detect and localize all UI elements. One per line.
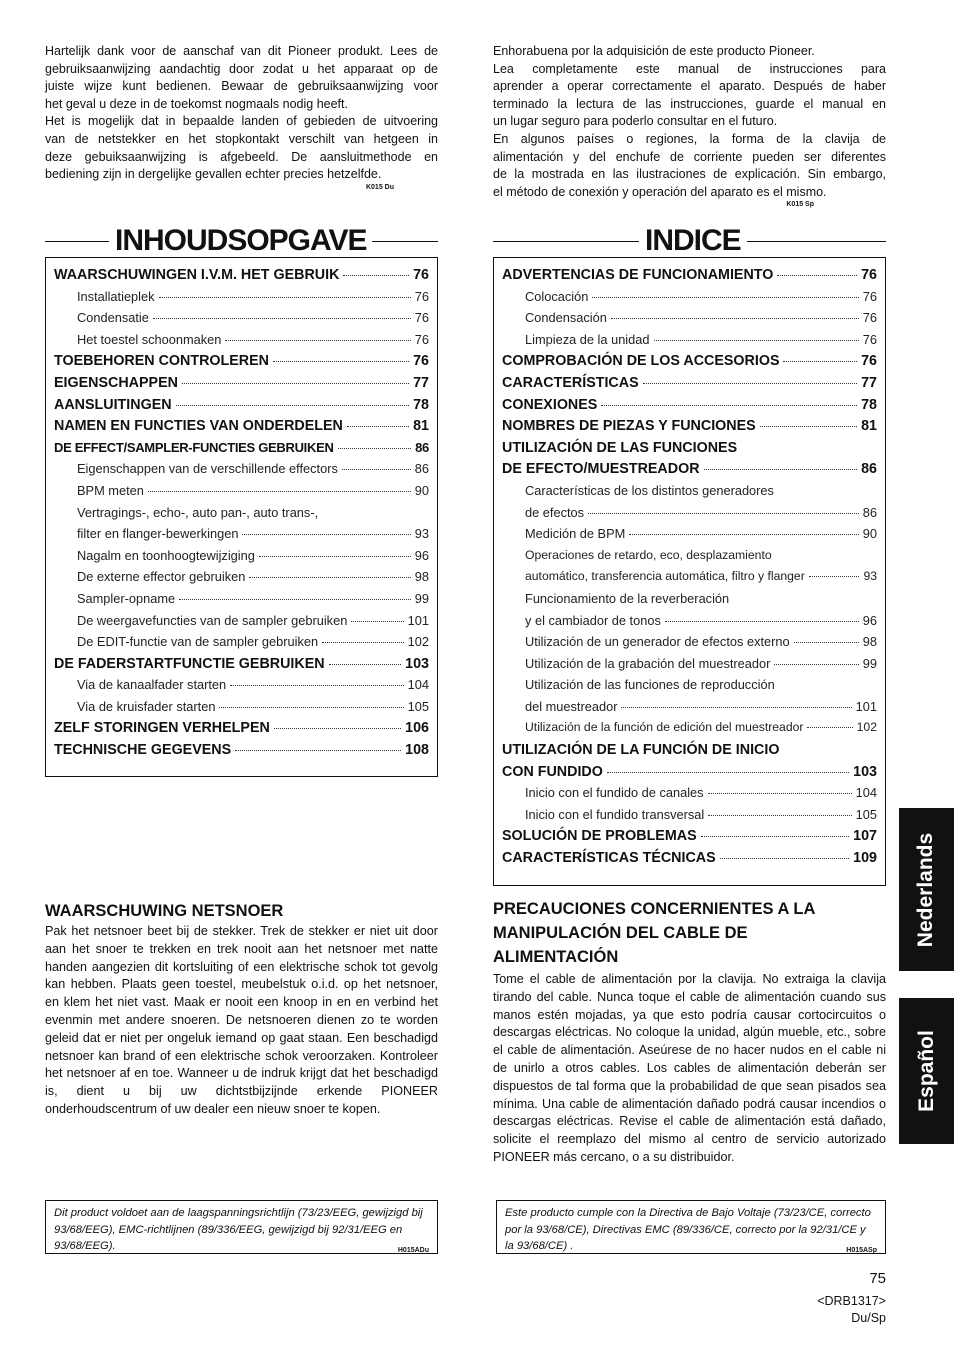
toc-entry-page: 81 — [861, 418, 877, 435]
toc-entry — [54, 656, 429, 678]
toc-leader-dots — [159, 297, 411, 298]
toc-leader-dots — [708, 793, 852, 794]
intro-nl — [45, 43, 438, 191]
toc-entry — [502, 548, 877, 570]
toc-leader-dots — [777, 275, 857, 276]
notice-nl — [45, 1200, 438, 1254]
text-line: En algunos países o regiones, la forma de la clavija de — [493, 131, 886, 146]
toc-entry-title: WAARSCHUWINGEN I.V.M. HET GEBRUIK — [54, 267, 340, 283]
toc-entry-title: CARACTERÍSTICAS — [502, 374, 639, 391]
toc-entry — [502, 289, 877, 311]
text-line: Enhorabuena por la adquisición de este producto Pioneer. — [493, 44, 815, 58]
intro-nl-text — [45, 43, 438, 184]
toc-entry-title: EIGENSCHAPPEN — [54, 374, 178, 391]
toc-entry-page: 76 — [414, 288, 429, 304]
toc-entry-title: Eigenschappen van de verschillende effectors — [77, 461, 338, 477]
toc-entry-title: Características de los distintos generadores — [525, 482, 774, 498]
toc-leader-dots — [148, 491, 411, 492]
toc-entry — [54, 310, 429, 332]
toc-entry-page: 81 — [413, 418, 429, 435]
toc-leader-dots — [242, 534, 410, 535]
toc-entry-page: 105 — [407, 698, 429, 714]
toc-entry — [502, 634, 877, 656]
toc-entry — [502, 850, 877, 872]
toc-entry — [502, 526, 877, 548]
toc-entry-title: Installatieplek — [77, 288, 155, 304]
toc-entry-title: Colocación — [525, 288, 589, 304]
toc-entry — [54, 569, 429, 591]
tab-espanol — [899, 998, 954, 1144]
text-line: Lea completamente este manual de instrucciones para — [493, 61, 886, 76]
toc-entry-title: Condensación — [525, 310, 607, 326]
toc-entry — [54, 742, 429, 764]
cord-heading-nl: WAARSCHUWING NETSNOER — [45, 902, 284, 920]
heading-line: ALIMENTACIÓN — [493, 948, 619, 966]
toc-entry-title: CONEXIONES — [502, 396, 598, 413]
toc-entry — [54, 375, 429, 397]
toc-entry-title: Inicio con el fundido de canales — [525, 785, 704, 801]
toc-entry-page: 102 — [856, 720, 877, 735]
toc-entry-page: 76 — [413, 267, 429, 283]
toc-leader-dots — [701, 836, 850, 837]
toc-entry-title: COMPROBACIÓN DE LOS ACCESORIOS — [502, 353, 780, 370]
toc-entry-page: 76 — [414, 310, 429, 326]
toc-entry-title: Funcionamiento de la reverberación — [525, 590, 730, 606]
toc-entry — [54, 720, 429, 742]
toc-entry-title: De EDIT-functie van de sampler gebruiken — [77, 634, 319, 650]
tab-espanol-label: Español — [914, 1030, 938, 1112]
toc-entry — [54, 289, 429, 311]
heading-line: PRECAUCIONES CONCERNIENTES A LA — [493, 900, 816, 918]
toc-leader-dots — [592, 297, 858, 298]
toc-entry — [54, 677, 429, 699]
toc-leader-dots — [809, 576, 860, 577]
toc-entry-title: ADVERTENCIAS DE FUNCIONAMIENTO — [502, 267, 774, 283]
lang-code: Du/Sp — [851, 1311, 886, 1325]
toc-entry-title: ZELF STORINGEN VERHELPEN — [54, 720, 270, 737]
text-line: el método de conexión y operación del aparato es el mismo. — [493, 184, 827, 199]
cord-section-es — [493, 897, 886, 1167]
notice-nl-text: Dit product voldoet aan de laagspanningsrichtlijn (73/23/EEG, gewijzigd bij 93/68/EEG), EMC-richtlijnen (89/336/EEG, gewijzigd bij 92/31/EEG en 93/68/EEG). — [54, 1207, 423, 1252]
toc-leader-dots — [704, 469, 858, 470]
toc-leader-dots — [225, 340, 410, 341]
toc-entry-page: 90 — [414, 482, 429, 498]
heading-line: MANIPULACIÓN DEL CABLE DE — [493, 924, 748, 942]
toc-entry-page: 86 — [414, 461, 429, 477]
text-line: Hartelijk dank voor de aanschaf van dit Pioneer produkt. Lees de — [45, 44, 438, 58]
toc-entry — [54, 699, 429, 721]
text-line: gebruiksaanwijzing aandachtig door zodat u het apparaat op de — [45, 61, 438, 76]
toc-entry-title: CON FUNDIDO — [502, 763, 603, 780]
toc-entry-page: 76 — [862, 288, 877, 304]
toc-entry-title: TECHNISCHE GEGEVENS — [54, 742, 232, 759]
toc-entry-title: DE EFECTO/MUESTREADOR — [502, 461, 700, 478]
toc-entry — [502, 807, 877, 829]
toc-leader-dots — [760, 426, 857, 427]
toc-entry-title: del muestreador — [525, 698, 618, 714]
toc-entry-title: Het toestel schoonmaken — [77, 331, 222, 347]
toc-leader-dots — [774, 664, 858, 665]
toc-leader-dots — [629, 534, 858, 535]
toc-entry-page: 98 — [862, 634, 877, 650]
toc-entry-title: Operaciones de retardo, eco, desplazamiento — [525, 547, 772, 562]
notice-es-text: Este producto cumple con la Directiva de Bajo Voltaje (73/23/CE, correcto por la 93/68/CE), Directivas EMC (89/336/CE, correcto por la 92/31/CE y la 93/68/CE) . — [505, 1207, 871, 1252]
text-line: Het is mogelijk dat in bepaalde landen of gebieden de uitvoering — [45, 114, 438, 129]
toc-entry-page: 76 — [862, 310, 877, 326]
intro-nl-code: K015 Du — [365, 183, 394, 191]
toc-leader-dots — [182, 383, 409, 384]
toc-entry-title: automático, transferencia automática, filtro y flanger — [525, 569, 805, 584]
toc-entry-page: 99 — [414, 590, 429, 606]
toc-entry-page: 105 — [855, 806, 877, 822]
toc-entry-page: 108 — [405, 742, 429, 759]
toc-entry — [54, 332, 429, 354]
toc-entry — [502, 418, 877, 440]
toc-leader-dots — [654, 340, 859, 341]
toc-entry-title: Inicio con el fundido transversal — [525, 806, 705, 822]
doc-code — [817, 1293, 886, 1327]
toc-leader-dots — [611, 318, 859, 319]
toc-leader-dots — [665, 621, 859, 622]
toc-title-es — [493, 224, 886, 258]
toc-entry — [54, 526, 429, 548]
toc-leader-dots — [807, 727, 852, 728]
text-line: van de netstekker en het stopkontakt verschilt van hetgeen in — [45, 131, 438, 146]
toc-entry-page: 99 — [862, 655, 877, 671]
toc-entry-page: 106 — [405, 720, 429, 737]
toc-entry — [502, 461, 877, 483]
toc-entry-title: Via de kruisfader starten — [77, 698, 216, 714]
toc-entry-page: 96 — [414, 547, 429, 563]
toc-leader-dots — [153, 318, 411, 319]
toc-leader-dots — [259, 556, 411, 557]
text-line: het geval u deze in de toekomst nogmaals nodig heeft. — [45, 96, 348, 111]
toc-entry-title: de efectos — [525, 504, 585, 520]
toc-entry — [54, 440, 429, 462]
cord-section-nl — [45, 899, 438, 1119]
toc-leader-dots — [607, 772, 849, 773]
cord-heading-es — [493, 897, 886, 969]
toc-entry-page: 96 — [862, 612, 877, 628]
toc-entry-title: filter en flanger-bewerkingen — [77, 526, 239, 542]
toc-entry-page: 78 — [413, 396, 429, 413]
toc-entry — [54, 505, 429, 527]
toc-entry-title: UTILIZACIÓN DE LA FUNCIÓN DE INICIO — [502, 742, 780, 759]
toc-entry-title: Utilización de la grabación del muestreador — [525, 655, 771, 671]
text-line: deze gebuiksaanwijzing is afgebeeld. De aansluitmethode en — [45, 149, 438, 164]
toc-entry-page: 107 — [853, 828, 877, 845]
notice-es-code: H015ASp — [846, 1247, 877, 1254]
notice-es — [496, 1200, 886, 1254]
toc-heading-nl: INHOUDSOPGAVE — [115, 224, 367, 257]
page-number: 75 — [869, 1270, 886, 1287]
toc-entry-page: 77 — [861, 374, 877, 391]
toc-leader-dots — [588, 513, 859, 514]
toc-leader-dots — [343, 275, 409, 276]
toc-leader-dots — [351, 621, 403, 622]
toc-entry-title: DE FADERSTARTFUNCTIE GEBRUIKEN — [54, 655, 325, 672]
toc-entry — [54, 613, 429, 635]
toc-entry — [502, 569, 877, 591]
toc-entry-page: 101 — [407, 612, 429, 628]
toc-entry-page: 93 — [863, 569, 877, 584]
toc-leader-dots — [708, 815, 851, 816]
text-line: de la mostrada en las ilustraciones de explicación. Sin embargo, — [493, 167, 886, 182]
toc-entry-page: 109 — [853, 850, 877, 867]
intro-es — [493, 43, 886, 208]
text-line: un lugar seguro para poderlo consultar en el futuro. — [493, 114, 778, 129]
cord-text-es: Tome el cable de alimentación por la clavija. No extraiga la clavija tirando del cable. Nunca toque el cable de alimentación cuando sus manos estén mojadas, ya que esto podría causar cortocircuitos o descargas eléctricas. No coloque la unidad, algún mueble, etc., sobre el cable de alimentación. Aseúrese de no hacer nudos en el cable ni de unirlo a otros cables. Los cables de alimentación deberán ser dispuestos de tal forma que la probabilidad de que sean pisados sea mínima. Una cable de alimentación dañado podrá causar incendios o descargas eléctricas. Revise el cable de alimentación está dañado, solicite el reemplazo del mismo al centro de servicio autorizado PIONEER más cercano, o a su distribuidor. — [493, 972, 886, 1164]
toc-entry — [54, 397, 429, 419]
toc-entry-page: 77 — [413, 374, 429, 391]
toc-entry-page: 103 — [853, 763, 877, 780]
text-line: terminado la lectura de las instrucciones, guarde el manual en — [493, 96, 886, 111]
toc-leader-dots — [720, 858, 849, 859]
toc-leader-dots — [338, 448, 412, 449]
toc-leader-dots — [249, 577, 410, 578]
tab-nederlands-label: Nederlands — [914, 832, 938, 947]
toc-entry-page: 76 — [414, 331, 429, 347]
toc-entry-title: Vertragings-, echo-, auto pan-, auto trans-, — [77, 504, 319, 520]
toc-entry-page: 86 — [861, 461, 877, 478]
toc-heading-es: INDICE — [645, 224, 741, 257]
toc-leader-dots — [783, 361, 857, 362]
toc-entry-page: 76 — [861, 267, 877, 283]
toc-entry-page: 98 — [414, 569, 429, 585]
toc-entry-title: NOMBRES DE PIEZAS Y FUNCIONES — [502, 418, 756, 435]
toc-entry-title: Limpieza de la unidad — [525, 331, 650, 347]
toc-entry-page: 76 — [862, 331, 877, 347]
toc-entry-page: 101 — [855, 698, 877, 714]
toc-entry — [502, 397, 877, 419]
toc-entry — [502, 505, 877, 527]
toc-entry-title: De weergavefuncties van de sampler gebruiken — [77, 612, 348, 628]
toc-leader-dots — [274, 728, 401, 729]
toc-entry — [502, 785, 877, 807]
toc-entry-page: 78 — [861, 396, 877, 413]
toc-entry-title: NAMEN EN FUNCTIES VAN ONDERDELEN — [54, 418, 343, 435]
toc-entry — [502, 332, 877, 354]
toc-entry — [502, 375, 877, 397]
toc-nl — [45, 257, 438, 777]
toc-entry — [502, 764, 877, 786]
toc-entry — [54, 461, 429, 483]
toc-entry-title: De externe effector gebruiken — [77, 569, 246, 585]
toc-entry — [54, 267, 429, 289]
toc-entry-title: CARACTERÍSTICAS TÉCNICAS — [502, 850, 716, 867]
toc-leader-dots — [176, 405, 410, 406]
toc-entry — [502, 483, 877, 505]
toc-entry — [54, 353, 429, 375]
toc-leader-dots — [329, 664, 402, 665]
text-line: alimentación y del enchufe de corriente pueden ser diferentes — [493, 149, 886, 164]
toc-entry-page: 76 — [413, 353, 429, 370]
tab-nederlands — [899, 808, 954, 971]
toc-entry — [54, 483, 429, 505]
toc-entry — [502, 591, 877, 613]
toc-title-nl — [45, 224, 438, 258]
toc-entry-title: Utilización de la función de edición del muestreador — [525, 720, 804, 735]
doc-code-text: <DRB1317> — [817, 1294, 886, 1308]
toc-leader-dots — [235, 750, 401, 751]
text-line: bediening zijn in dergelijke gevallen echter precies hetzelfde. — [45, 167, 382, 182]
toc-entry-page: 86 — [862, 504, 877, 520]
toc-entry — [502, 720, 877, 742]
toc-entry — [502, 677, 877, 699]
notice-nl-code: H015ADu — [397, 1247, 429, 1254]
toc-entry — [54, 591, 429, 613]
toc-entry-title: BPM meten — [77, 482, 144, 498]
toc-entry — [502, 310, 877, 332]
toc-entry-page: 76 — [861, 353, 877, 370]
toc-entry-title: TOEBEHOREN CONTROLEREN — [54, 353, 269, 370]
toc-entry — [54, 634, 429, 656]
toc-leader-dots — [230, 685, 403, 686]
toc-entry — [502, 440, 877, 462]
toc-entry-page: 102 — [407, 634, 429, 650]
toc-entry-title: Utilización de un generador de efectos externo — [525, 634, 790, 650]
toc-entry — [54, 548, 429, 570]
intro-es-code: K015 Sp — [786, 201, 814, 209]
toc-entry-page: 103 — [405, 655, 429, 672]
cord-text-nl: Pak het netsnoer beet bij de stekker. Trek de stekker er niet uit door aan het snoer te trekken en trek nooit aan het netsnoer met natte handen aangezien dit kortsluiting of een elektrische schok tot gevolg kan hebben. Plaats geen toestel, meubelstuk o.i.d. op het netsnoer, en klem het niet vast. Maak er nooit een knoop in en en verbind het evenmin met andere snoeren. De netsnoeren dienen zo te worden geleid dat er niet per ongeluk iemand op gaat staan. Een beschadigd netsnoer kan brand of een elektrische schok veroorzaken. Kontroleer het netsnoer af en toe. Wanneer u de indruk krijgt dat het beschadigd is, dient u bij uw dichtstbijzijnde erkende PIONEER onderhoudscentrum of uw dealer een nieuw snoer te kopen. — [45, 924, 438, 1116]
toc-entry — [502, 699, 877, 721]
toc-es — [493, 257, 886, 886]
toc-entry-page: 86 — [415, 439, 429, 455]
toc-entry-title: AANSLUITINGEN — [54, 396, 172, 413]
toc-entry-title: y el cambiador de tonos — [525, 612, 661, 628]
toc-entry — [502, 613, 877, 635]
toc-leader-dots — [621, 707, 851, 708]
toc-entry-title: DE EFFECT/SAMPLER-FUNCTIES GEBRUIKEN — [54, 439, 334, 455]
toc-leader-dots — [322, 642, 404, 643]
text-line: juiste wijze kunt bedienen. Bewaar de gebruiksaanwijzing voor — [45, 79, 438, 94]
toc-leader-dots — [643, 383, 857, 384]
toc-entry — [502, 656, 877, 678]
toc-entry — [502, 828, 877, 850]
toc-leader-dots — [601, 405, 857, 406]
toc-entry-title: UTILIZACIÓN DE LAS FUNCIONES — [502, 439, 738, 456]
toc-entry-title: Medición de BPM — [525, 526, 626, 542]
toc-leader-dots — [273, 361, 409, 362]
toc-leader-dots — [219, 707, 403, 708]
toc-entry — [502, 267, 877, 289]
toc-entry-title: Condensatie — [77, 310, 149, 326]
toc-leader-dots — [347, 426, 409, 427]
toc-entry — [54, 418, 429, 440]
toc-entry-page: 90 — [862, 526, 877, 542]
toc-entry-page: 104 — [407, 677, 429, 693]
toc-leader-dots — [179, 599, 411, 600]
toc-entry-title: Utilización de las funciones de reproducción — [525, 677, 775, 693]
toc-entry-page: 93 — [414, 526, 429, 542]
toc-leader-dots — [342, 469, 411, 470]
toc-leader-dots — [794, 642, 859, 643]
toc-entry-page: 104 — [855, 785, 877, 801]
toc-entry-title: Nagalm en toonhoogtewijziging — [77, 547, 255, 563]
toc-entry — [502, 353, 877, 375]
text-line: aprender a operar correctamente el aparato. Después de haber — [493, 79, 886, 94]
intro-es-text — [493, 43, 886, 201]
toc-entry-title: SOLUCIÓN DE PROBLEMAS — [502, 828, 697, 845]
toc-entry — [502, 742, 877, 764]
toc-entry-title: Via de kanaalfader starten — [77, 677, 227, 693]
toc-entry-title: Sampler-opname — [77, 590, 176, 606]
